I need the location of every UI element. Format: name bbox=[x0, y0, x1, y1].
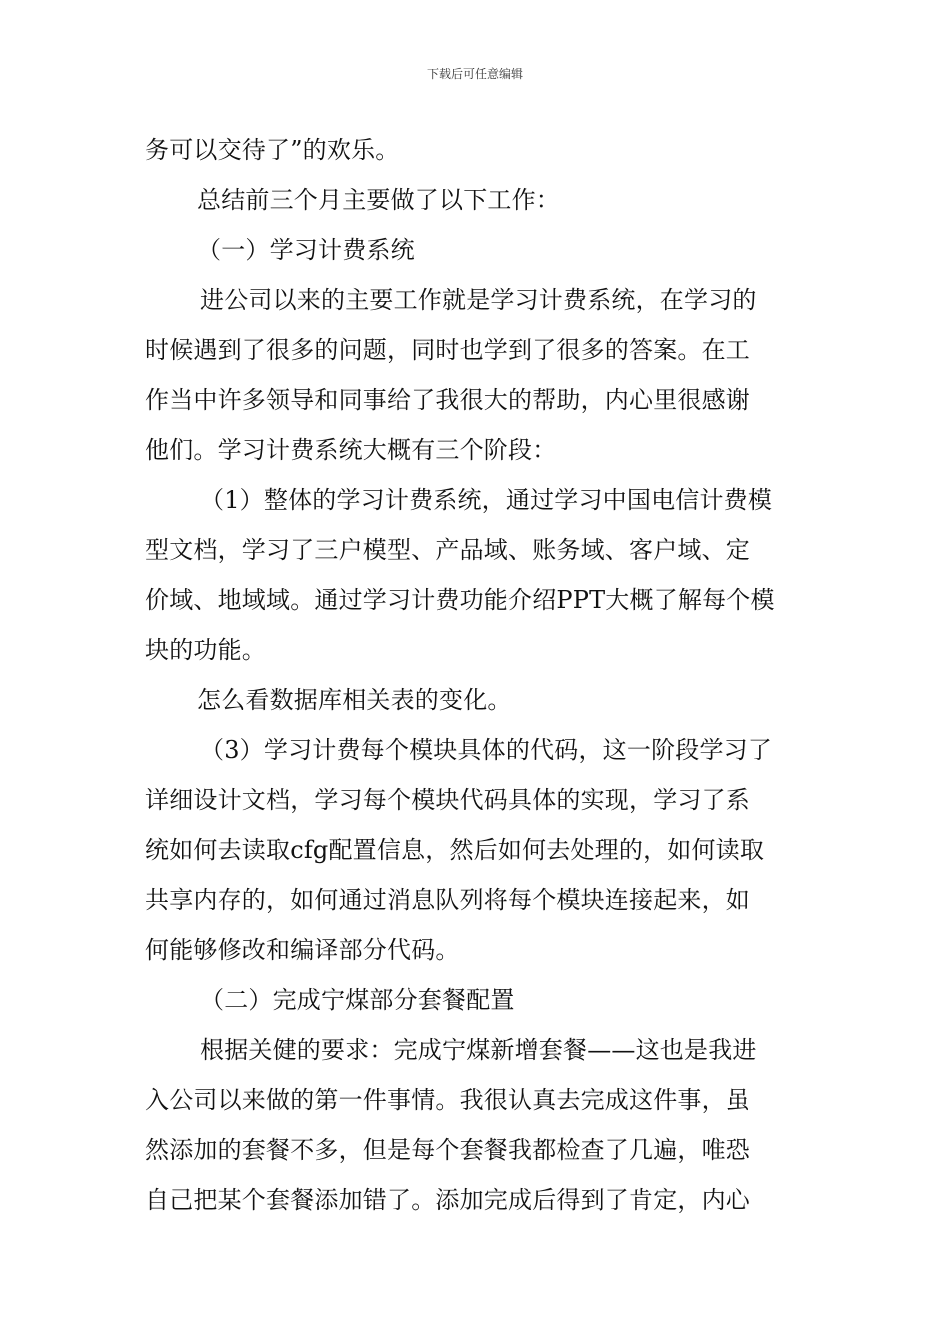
body-line: 务可以交待了”的欢乐。 bbox=[145, 136, 400, 164]
body-line: 他们。学习计费系统大概有三个阶段： bbox=[145, 436, 557, 464]
body-line: 详细设计文档，学习每个模块代码具体的实现，学习了系 bbox=[145, 786, 750, 814]
body-line: 何能够修改和编译部分代码。 bbox=[145, 936, 460, 964]
body-line: 型文档，学习了三户模型、产品域、账务域、客户域、定 bbox=[145, 536, 750, 564]
section-heading: （一）学习计费系统 bbox=[197, 236, 415, 264]
body-line: （3）学习计费每个模块具体的代码，这一阶段学习了 bbox=[200, 736, 773, 764]
body-line: 总结前三个月主要做了以下工作： bbox=[197, 186, 560, 214]
body-line: 价域、地域域。通过学习计费功能介绍PPT大概了解每个模 bbox=[145, 586, 775, 614]
section-heading: （二）完成宁煤部分套餐配置 bbox=[200, 986, 515, 1014]
page-header: 下载后可任意编辑 bbox=[426, 67, 523, 81]
body-line: 块的功能。 bbox=[145, 636, 266, 664]
body-line: 统如何去读取cfg配置信息，然后如何去处理的，如何读取 bbox=[145, 836, 765, 864]
body-line: （1）整体的学习计费系统，通过学习中国电信计费模 bbox=[200, 486, 773, 514]
body-line: 共享内存的，如何通过消息队列将每个模块连接起来，如 bbox=[145, 886, 750, 914]
body-line: 自己把某个套餐添加错了。添加完成后得到了肯定，内心 bbox=[145, 1186, 750, 1214]
body-line: 根据关健的要求：完成宁煤新增套餐——这也是我进 bbox=[200, 1036, 757, 1064]
body-line: 然添加的套餐不多，但是每个套餐我都检查了几遍，唯恐 bbox=[145, 1136, 750, 1164]
body-line: 作当中许多领导和同事给了我很大的帮助，内心里很感谢 bbox=[145, 386, 750, 414]
body-line: 入公司以来做的第一件事情。我很认真去完成这件事，虽 bbox=[145, 1086, 750, 1114]
body-line: 进公司以来的主要工作就是学习计费系统，在学习的 bbox=[200, 286, 757, 314]
body-line: 怎么看数据库相关表的变化。 bbox=[197, 686, 512, 714]
body-line: 时候遇到了很多的问题，同时也学到了很多的答案。在工 bbox=[145, 336, 750, 364]
